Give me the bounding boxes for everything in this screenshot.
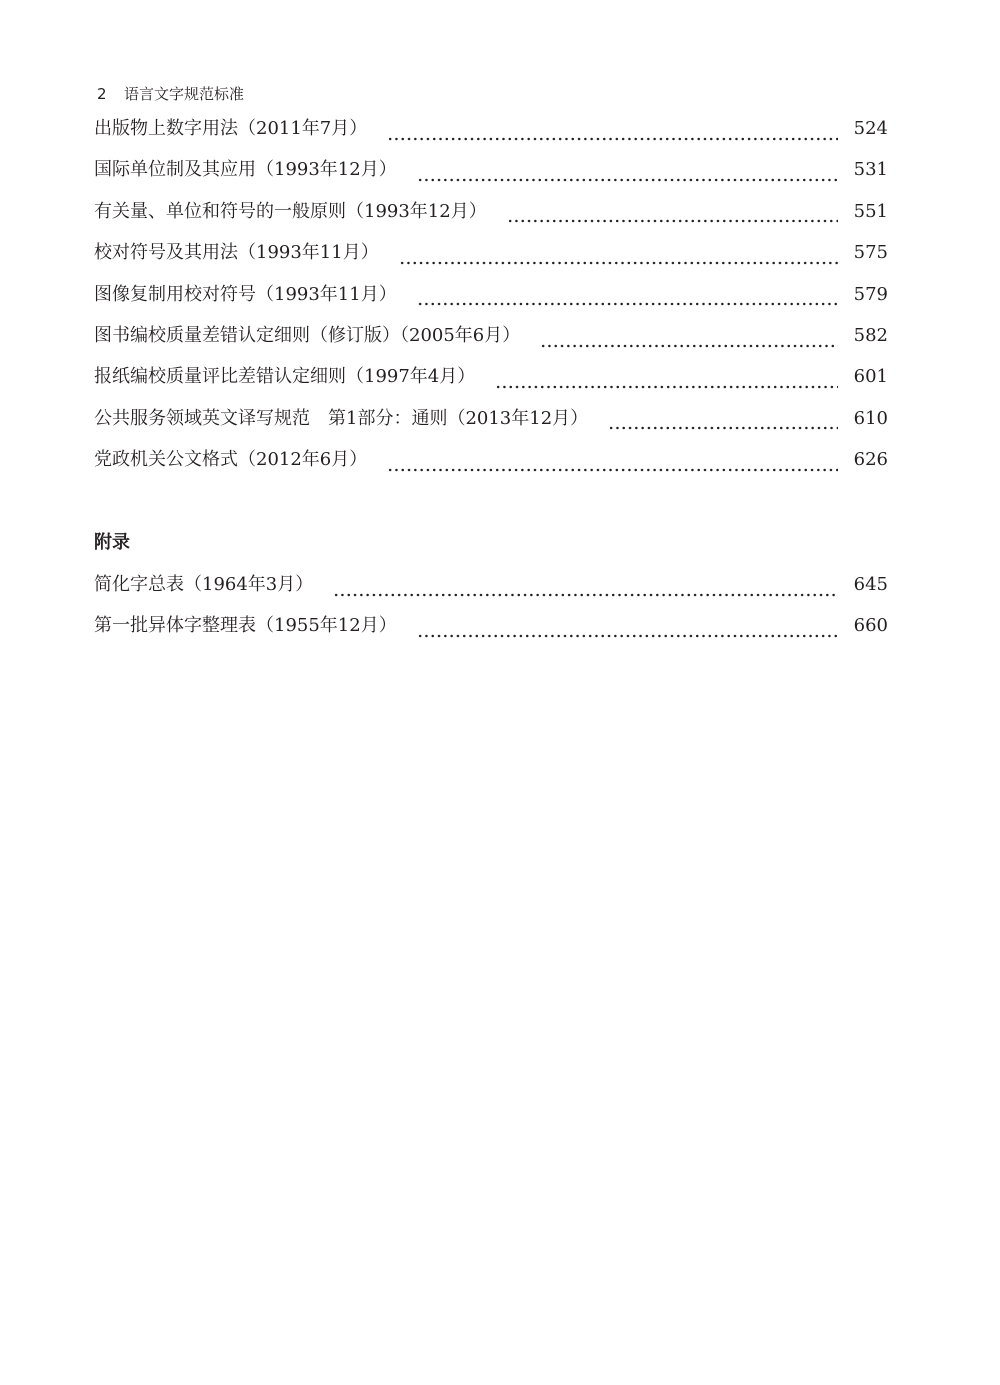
toc-entry[interactable]	[94, 571, 888, 612]
running-header	[97, 84, 244, 104]
toc-entry-page: 645	[853, 574, 888, 595]
toc-entry-title: 图像复制用校对符号（1993年11月）	[94, 283, 397, 305]
toc-entry-page: 660	[853, 615, 888, 637]
toc-entry-title: 公共服务领域英文译写规范 第1部分：通则（2013年12月）	[94, 407, 589, 429]
toc-entry-page: 579	[853, 283, 888, 305]
toc-entry[interactable]	[94, 115, 888, 156]
toc-entry-title: 有关量、单位和符号的一般原则（1993年12月）	[94, 200, 487, 222]
toc-entry[interactable]	[94, 156, 888, 197]
dot-leader	[608, 415, 837, 435]
dot-leader	[540, 333, 837, 353]
dot-leader	[387, 457, 837, 477]
dot-leader	[417, 623, 838, 643]
dot-leader	[495, 374, 837, 394]
toc-entry[interactable]	[94, 198, 888, 239]
dot-leader	[417, 167, 838, 187]
toc-entry[interactable]	[94, 363, 888, 404]
toc-entry-title: 出版物上数字用法（2011年7月）	[94, 118, 368, 139]
toc-entry-page: 575	[853, 242, 888, 264]
toc-entry-title: 校对符号及其用法（1993年11月）	[94, 242, 379, 264]
toc-entry-page: 626	[853, 449, 888, 471]
toc-entry-page: 582	[853, 324, 888, 346]
toc-entry[interactable]	[94, 612, 888, 653]
toc-entry[interactable]	[94, 446, 888, 487]
toc-entry-page: 551	[853, 200, 888, 222]
dot-leader	[387, 126, 837, 146]
dot-leader	[399, 250, 838, 270]
toc-entry[interactable]	[94, 239, 888, 280]
appendix-list	[94, 571, 888, 654]
dot-leader	[333, 582, 837, 602]
toc-entry-page: 601	[853, 366, 888, 388]
appendix-heading: 附录	[94, 532, 130, 553]
toc-entry-title: 国际单位制及其应用（1993年12月）	[94, 159, 397, 181]
dot-leader	[417, 291, 838, 311]
toc-entry-title: 简化字总表（1964年3月）	[94, 574, 314, 595]
header-book-title: 语言文字规范标准	[124, 85, 245, 103]
toc-entry[interactable]	[94, 405, 888, 446]
toc-entry[interactable]	[94, 281, 888, 322]
toc-entry-page: 531	[853, 159, 888, 181]
toc-entry-title: 图书编校质量差错认定细则（修订版）（2005年6月）	[94, 324, 521, 346]
header-page-number: 2	[97, 85, 107, 103]
toc-entry-title: 报纸编校质量评比差错认定细则（1997年4月）	[94, 366, 476, 388]
toc-entry-title: 党政机关公文格式（2012年6月）	[94, 449, 368, 471]
dot-leader	[507, 208, 838, 228]
toc-list	[94, 115, 888, 488]
toc-entry[interactable]	[94, 322, 888, 363]
toc-entry-title: 第一批异体字整理表（1955年12月）	[94, 615, 397, 637]
toc-entry-page: 524	[853, 118, 888, 139]
toc-entry-page: 610	[853, 407, 888, 429]
